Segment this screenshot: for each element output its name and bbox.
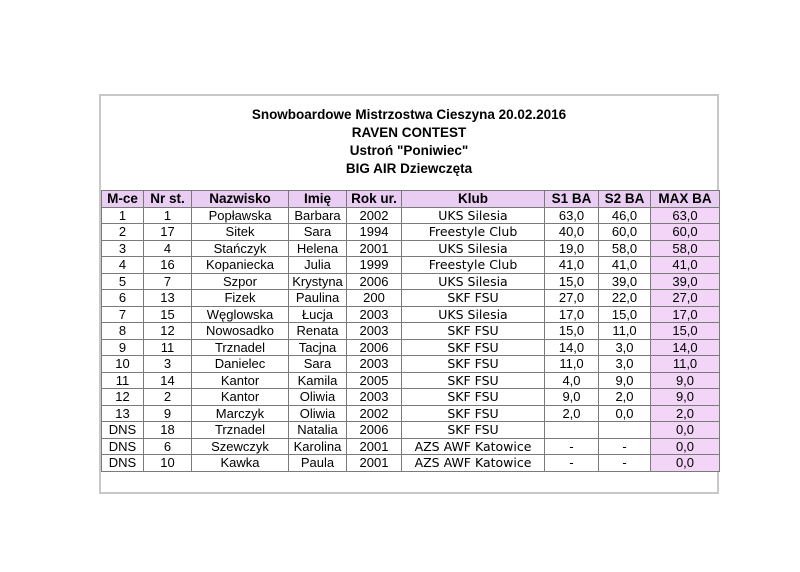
- cell-club: SKF FSU: [402, 356, 545, 373]
- cell-s1: [545, 422, 599, 439]
- table-row: [102, 356, 720, 373]
- table-row: [102, 257, 720, 274]
- cell-name: Sara: [289, 356, 347, 373]
- cell-s2: 60,0: [599, 224, 651, 241]
- table-row: [102, 240, 720, 257]
- cell-max: 9,0: [651, 389, 720, 406]
- cell-s2: 3,0: [599, 339, 651, 356]
- cell-year: 2003: [347, 306, 402, 323]
- cell-max: 0,0: [651, 438, 720, 455]
- event-title: Snowboardowe Mistrzostwa Cieszyna 20.02.2016: [251, 107, 567, 122]
- cell-bib: 6: [144, 438, 192, 455]
- cell-name: Tacjna: [289, 339, 347, 356]
- results-body: [102, 207, 720, 471]
- cell-s2: 2,0: [599, 389, 651, 406]
- cell-s1: -: [545, 455, 599, 472]
- cell-s1: 11,0: [545, 356, 599, 373]
- cell-year: 2006: [347, 339, 402, 356]
- cell-surname: Danielec: [192, 356, 289, 373]
- table-row: [102, 290, 720, 307]
- cell-surname: Węglowska: [192, 306, 289, 323]
- cell-bib: 14: [144, 372, 192, 389]
- cell-club: UKS Silesia: [402, 306, 545, 323]
- cell-place: 1: [102, 207, 144, 224]
- cell-s2: 3,0: [599, 356, 651, 373]
- cell-place: 3: [102, 240, 144, 257]
- cell-year: 2003: [347, 389, 402, 406]
- table-row: [102, 455, 720, 472]
- cell-year: 2006: [347, 273, 402, 290]
- cell-bib: 13: [144, 290, 192, 307]
- col-header-max: MAX BA: [651, 191, 720, 208]
- cell-s1: 9,0: [545, 389, 599, 406]
- cell-surname: Marczyk: [192, 405, 289, 422]
- cell-surname: Kawka: [192, 455, 289, 472]
- cell-bib: 12: [144, 323, 192, 340]
- table-row: [102, 438, 720, 455]
- cell-s1: -: [545, 438, 599, 455]
- table-row: [102, 405, 720, 422]
- cell-max: 11,0: [651, 356, 720, 373]
- cell-s2: 9,0: [599, 372, 651, 389]
- cell-bib: 18: [144, 422, 192, 439]
- cell-max: 9,0: [651, 372, 720, 389]
- cell-max: 41,0: [651, 257, 720, 274]
- cell-max: 39,0: [651, 273, 720, 290]
- cell-surname: Sitek: [192, 224, 289, 241]
- cell-club: SKF FSU: [402, 422, 545, 439]
- cell-place: DNS: [102, 455, 144, 472]
- cell-place: 4: [102, 257, 144, 274]
- cell-bib: 15: [144, 306, 192, 323]
- cell-surname: Stańczyk: [192, 240, 289, 257]
- cell-year: 2006: [347, 422, 402, 439]
- cell-surname: Trznadel: [192, 422, 289, 439]
- cell-place: DNS: [102, 422, 144, 439]
- cell-s1: 14,0: [545, 339, 599, 356]
- cell-s2: 11,0: [599, 323, 651, 340]
- col-header-s2: S2 BA: [599, 191, 651, 208]
- col-header-club: Klub: [402, 191, 545, 208]
- col-header-year: Rok ur.: [347, 191, 402, 208]
- cell-name: Julia: [289, 257, 347, 274]
- cell-s1: 2,0: [545, 405, 599, 422]
- cell-name: Helena: [289, 240, 347, 257]
- cell-max: 14,0: [651, 339, 720, 356]
- cell-club: UKS Silesia: [402, 273, 545, 290]
- cell-surname: Popławska: [192, 207, 289, 224]
- table-row: [102, 323, 720, 340]
- cell-club: SKF FSU: [402, 323, 545, 340]
- cell-place: 8: [102, 323, 144, 340]
- cell-year: 2002: [347, 405, 402, 422]
- cell-s1: 15,0: [545, 273, 599, 290]
- cell-name: Barbara: [289, 207, 347, 224]
- cell-bib: 9: [144, 405, 192, 422]
- cell-s2: 0,0: [599, 405, 651, 422]
- cell-year: 2001: [347, 240, 402, 257]
- cell-bib: 10: [144, 455, 192, 472]
- col-header-name: Imię: [289, 191, 347, 208]
- cell-year: 2001: [347, 438, 402, 455]
- venue: Ustroń "Poniwiec": [349, 143, 469, 158]
- cell-surname: Szewczyk: [192, 438, 289, 455]
- cell-place: 5: [102, 273, 144, 290]
- cell-s1: 40,0: [545, 224, 599, 241]
- cell-max: 0,0: [651, 455, 720, 472]
- cell-name: Krystyna: [289, 273, 347, 290]
- table-row: [102, 339, 720, 356]
- cell-bib: 1: [144, 207, 192, 224]
- cell-s1: 27,0: [545, 290, 599, 307]
- col-header-place: M-ce: [102, 191, 144, 208]
- table-row: [102, 306, 720, 323]
- table-row: [102, 422, 720, 439]
- cell-name: Paulina: [289, 290, 347, 307]
- cell-club: AZS AWF Katowice: [402, 455, 545, 472]
- cell-max: 58,0: [651, 240, 720, 257]
- cell-s1: 41,0: [545, 257, 599, 274]
- cell-s1: 4,0: [545, 372, 599, 389]
- cell-year: 1994: [347, 224, 402, 241]
- cell-club: SKF FSU: [402, 339, 545, 356]
- cell-surname: Nowosadko: [192, 323, 289, 340]
- cell-place: 10: [102, 356, 144, 373]
- cell-name: Renata: [289, 323, 347, 340]
- cell-year: 200: [347, 290, 402, 307]
- cell-place: 11: [102, 372, 144, 389]
- cell-club: UKS Silesia: [402, 240, 545, 257]
- cell-s1: 19,0: [545, 240, 599, 257]
- cell-max: 17,0: [651, 306, 720, 323]
- cell-club: SKF FSU: [402, 405, 545, 422]
- cell-name: Oliwia: [289, 405, 347, 422]
- cell-bib: 11: [144, 339, 192, 356]
- header-row: [102, 191, 720, 208]
- results-sheet: [99, 94, 719, 494]
- cell-s2: 15,0: [599, 306, 651, 323]
- cell-s2: [599, 422, 651, 439]
- cell-name: Łucja: [289, 306, 347, 323]
- cell-bib: 16: [144, 257, 192, 274]
- cell-s2: 41,0: [599, 257, 651, 274]
- category: BIG AIR Dziewczęta: [345, 161, 473, 176]
- cell-s1: 15,0: [545, 323, 599, 340]
- cell-max: 60,0: [651, 224, 720, 241]
- cell-place: 7: [102, 306, 144, 323]
- cell-bib: 2: [144, 389, 192, 406]
- title-block: [101, 106, 717, 178]
- cell-club: SKF FSU: [402, 290, 545, 307]
- cell-s1: 17,0: [545, 306, 599, 323]
- cell-name: Paula: [289, 455, 347, 472]
- cell-place: 6: [102, 290, 144, 307]
- cell-name: Kamila: [289, 372, 347, 389]
- cell-s1: 63,0: [545, 207, 599, 224]
- col-header-bib: Nr st.: [144, 191, 192, 208]
- cell-name: Natalia: [289, 422, 347, 439]
- table-row: [102, 273, 720, 290]
- cell-club: UKS Silesia: [402, 207, 545, 224]
- cell-surname: Kantor: [192, 389, 289, 406]
- table-row: [102, 224, 720, 241]
- cell-name: Oliwia: [289, 389, 347, 406]
- table-row: [102, 207, 720, 224]
- table-row: [102, 389, 720, 406]
- cell-name: Karolina: [289, 438, 347, 455]
- cell-s2: -: [599, 438, 651, 455]
- cell-max: 27,0: [651, 290, 720, 307]
- cell-year: 2002: [347, 207, 402, 224]
- cell-s2: -: [599, 455, 651, 472]
- cell-surname: Szpor: [192, 273, 289, 290]
- cell-surname: Trznadel: [192, 339, 289, 356]
- cell-club: SKF FSU: [402, 389, 545, 406]
- cell-max: 2,0: [651, 405, 720, 422]
- cell-bib: 7: [144, 273, 192, 290]
- cell-year: 2001: [347, 455, 402, 472]
- cell-club: SKF FSU: [402, 372, 545, 389]
- cell-surname: Kopaniecka: [192, 257, 289, 274]
- cell-s2: 46,0: [599, 207, 651, 224]
- cell-bib: 3: [144, 356, 192, 373]
- cell-s2: 22,0: [599, 290, 651, 307]
- col-header-surname: Nazwisko: [192, 191, 289, 208]
- cell-max: 0,0: [651, 422, 720, 439]
- col-header-s1: S1 BA: [545, 191, 599, 208]
- cell-club: AZS AWF Katowice: [402, 438, 545, 455]
- cell-s2: 58,0: [599, 240, 651, 257]
- cell-s2: 39,0: [599, 273, 651, 290]
- cell-surname: Fizek: [192, 290, 289, 307]
- cell-place: 13: [102, 405, 144, 422]
- results-table: [101, 190, 720, 472]
- cell-year: 1999: [347, 257, 402, 274]
- table-row: [102, 372, 720, 389]
- cell-place: 9: [102, 339, 144, 356]
- cell-year: 2005: [347, 372, 402, 389]
- contest-name: RAVEN CONTEST: [351, 125, 467, 140]
- cell-surname: Kantor: [192, 372, 289, 389]
- cell-place: 12: [102, 389, 144, 406]
- cell-max: 15,0: [651, 323, 720, 340]
- cell-place: DNS: [102, 438, 144, 455]
- cell-name: Sara: [289, 224, 347, 241]
- cell-year: 2003: [347, 323, 402, 340]
- cell-place: 2: [102, 224, 144, 241]
- cell-club: Freestyle Club: [402, 257, 545, 274]
- cell-bib: 4: [144, 240, 192, 257]
- cell-club: Freestyle Club: [402, 224, 545, 241]
- cell-max: 63,0: [651, 207, 720, 224]
- cell-year: 2003: [347, 356, 402, 373]
- cell-bib: 17: [144, 224, 192, 241]
